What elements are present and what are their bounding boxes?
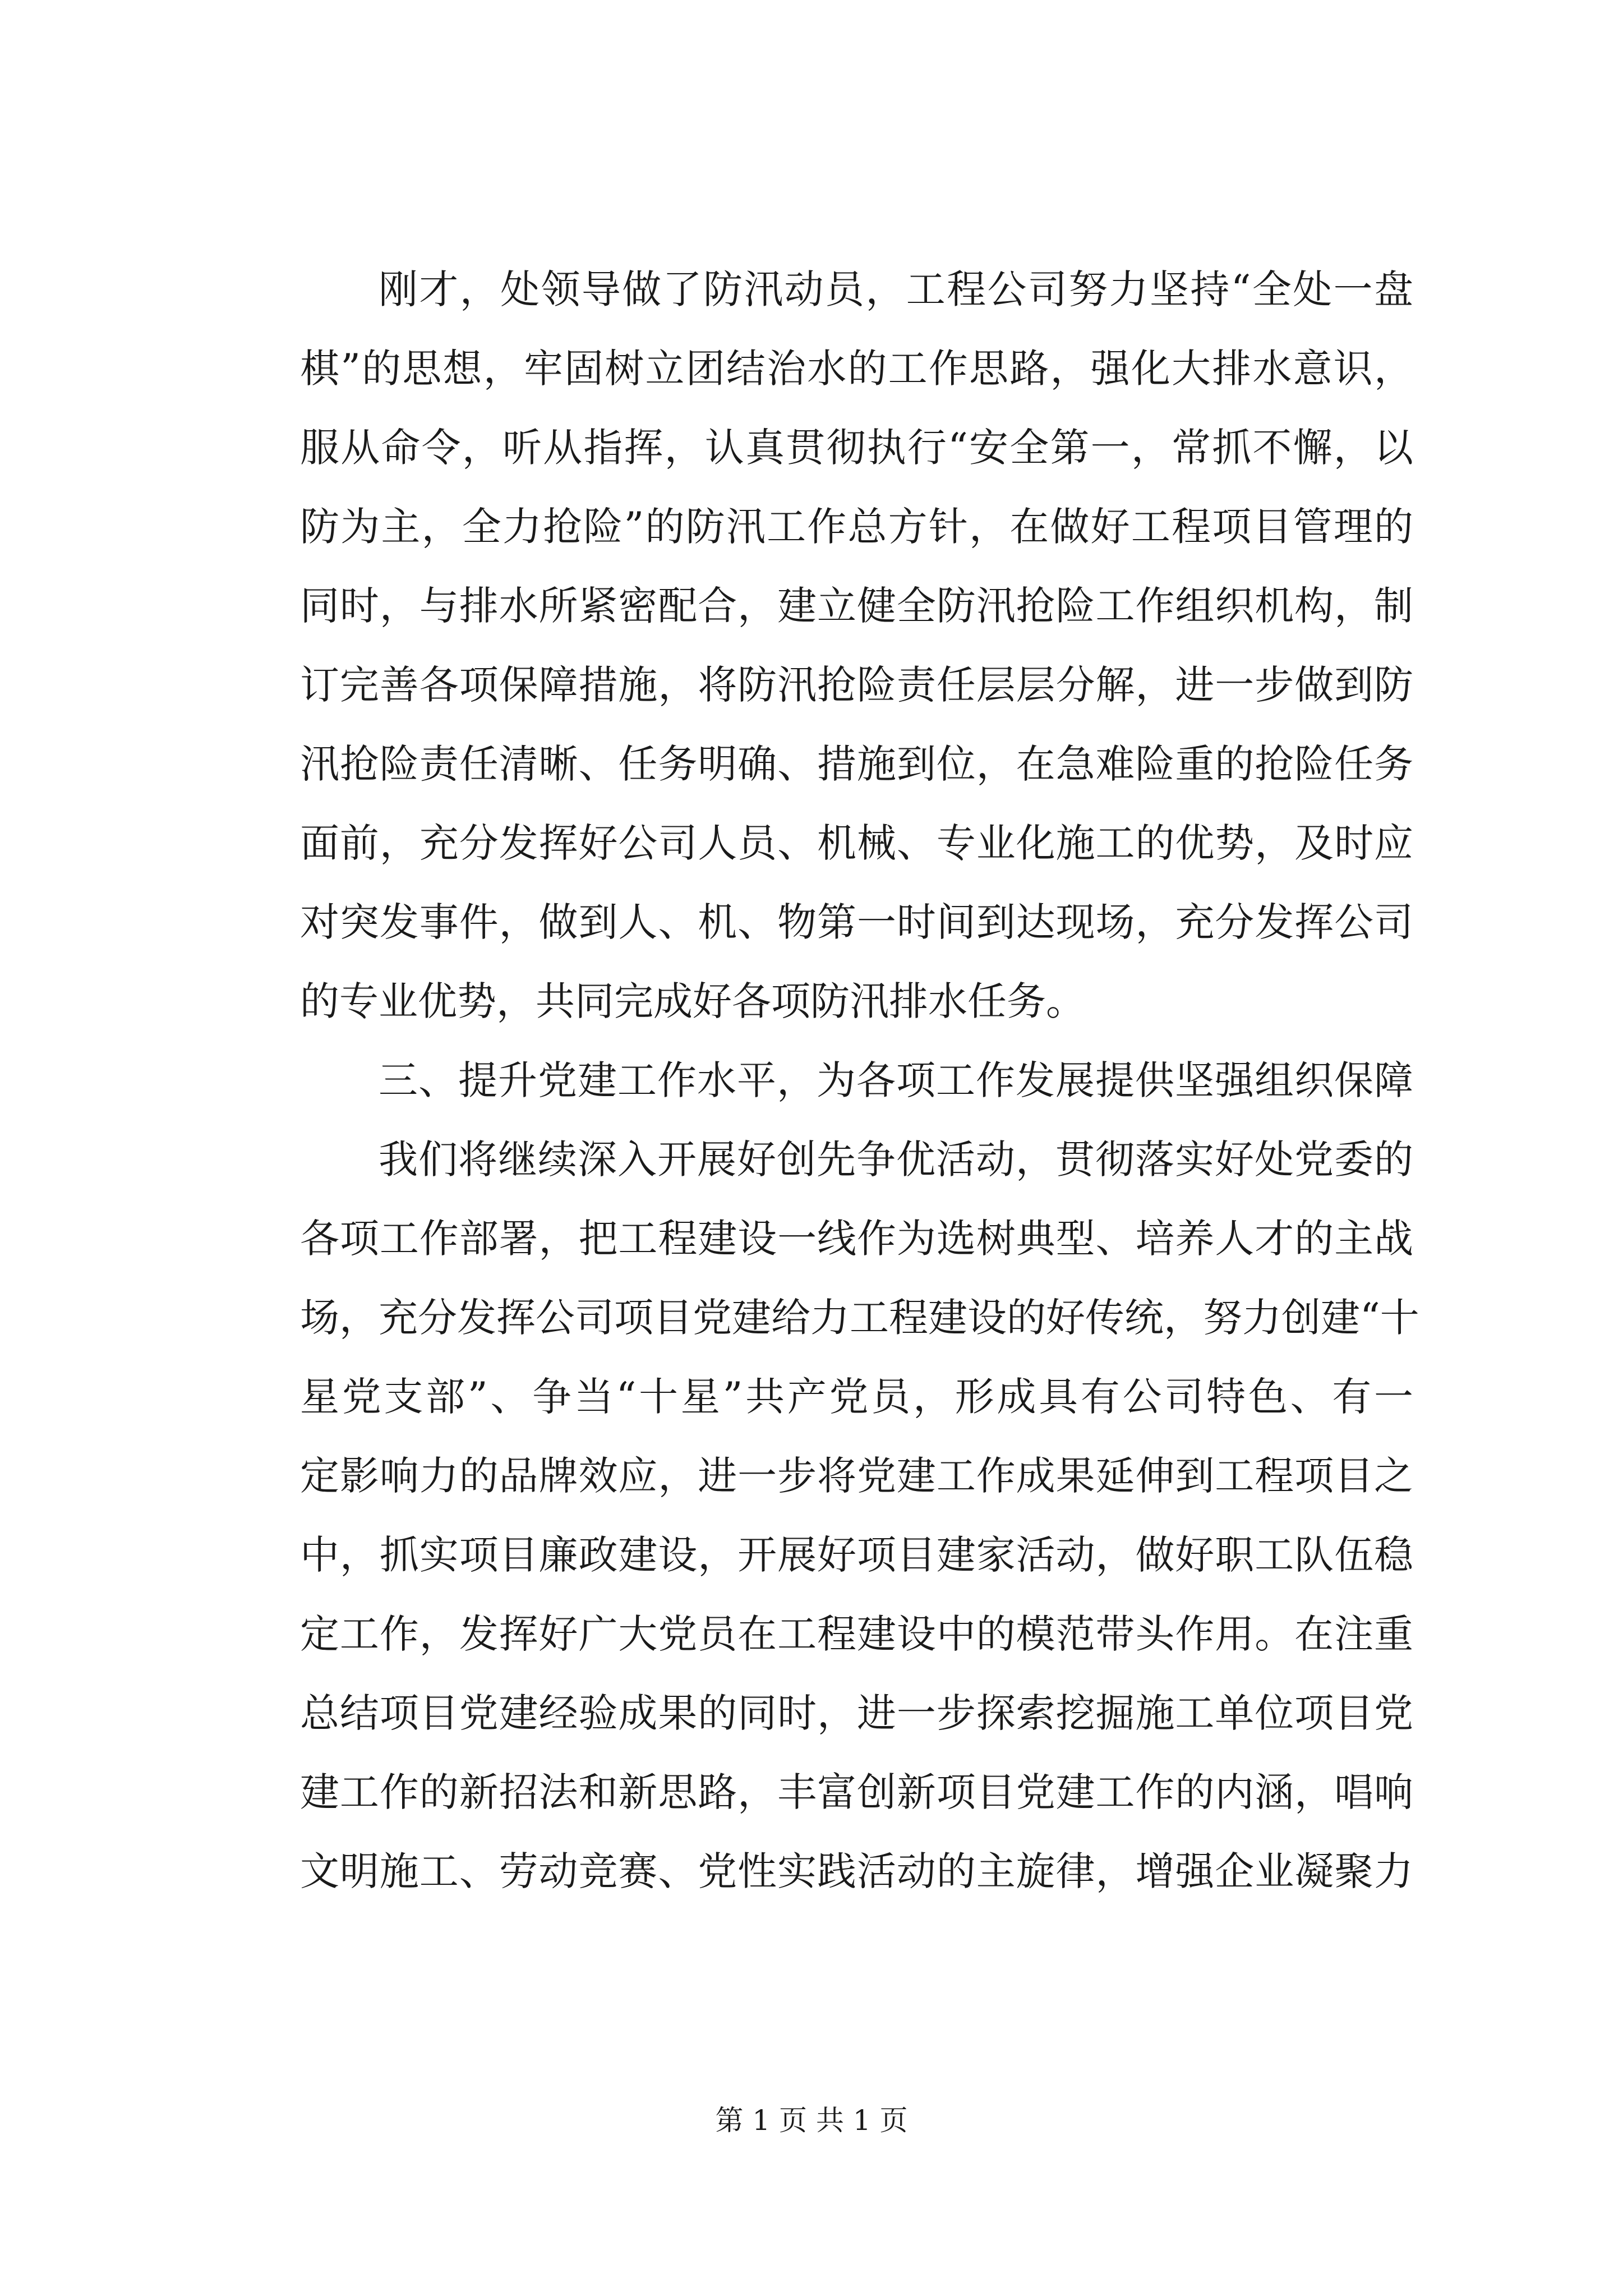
text-line: 防为主，全力抢险”的防汛工作总方针，在做好工程项目管理的 (300, 504, 1413, 550)
text-line: 的专业优势，共同完成好各项防汛排水任务。 (300, 978, 1085, 1024)
text-line: 棋”的思想，牢固树立团结治水的工作思路，强化大排水意识， (300, 346, 1413, 392)
text-line: 星党支部”、争当“十星”共产党员，形成具有公司特色、有一 (300, 1374, 1413, 1420)
text-line: 对突发事件，做到人、机、物第一时间到达现场，充分发挥公司 (300, 899, 1413, 945)
page-footer (0, 2101, 1623, 2140)
text-line: 各项工作部署，把工程建设一线作为选树典型、培养人才的主战 (300, 1216, 1413, 1262)
text-line: 订完善各项保障措施，将防汛抢险责任层层分解，进一步做到防 (300, 662, 1413, 708)
text-line: 面前，充分发挥好公司人员、机械、专业化施工的优势，及时应 (300, 820, 1413, 866)
text-line: 服从命令，听从指挥，认真贯彻执行“安全第一，常抓不懈，以 (300, 425, 1413, 471)
section-heading: 三、提升党建工作水平，为各项工作发展提供坚强组织保障 (379, 1057, 1413, 1103)
text-line: 定影响力的品牌效应，进一步将党建工作成果延伸到工程项目之 (300, 1453, 1413, 1499)
text-line: 建工作的新招法和新思路，丰富创新项目党建工作的内涵，唱响 (300, 1769, 1413, 1815)
page-number: 第 1 页 共 1 页 (715, 2104, 908, 2137)
text-line: 同时，与排水所紧密配合，建立健全防汛抢险工作组织机构，制 (300, 583, 1413, 629)
text-line: 总结项目党建经验成果的同时，进一步探索挖掘施工单位项目党 (300, 1690, 1413, 1736)
text-line: 汛抢险责任清晰、任务明确、措施到位，在急难险重的抢险任务 (300, 741, 1413, 787)
text-line: 文明施工、劳动竞赛、党性实践活动的主旋律，增强企业凝聚力 (300, 1848, 1413, 1894)
text-line: 刚才，处领导做了防汛动员，工程公司努力坚持“全处一盘 (379, 266, 1413, 312)
text-line: 我们将继续深入开展好创先争优活动，贯彻落实好处党委的 (379, 1137, 1413, 1182)
text-line: 中，抓实项目廉政建设，开展好项目建家活动，做好职工队伍稳 (300, 1532, 1413, 1578)
text-line: 场，充分发挥公司项目党建给力工程建设的好传统，努力创建“十 (300, 1295, 1419, 1341)
text-line: 定工作，发挥好广大党员在工程建设中的模范带头作用。在注重 (300, 1611, 1413, 1657)
body-text (300, 250, 1419, 1911)
